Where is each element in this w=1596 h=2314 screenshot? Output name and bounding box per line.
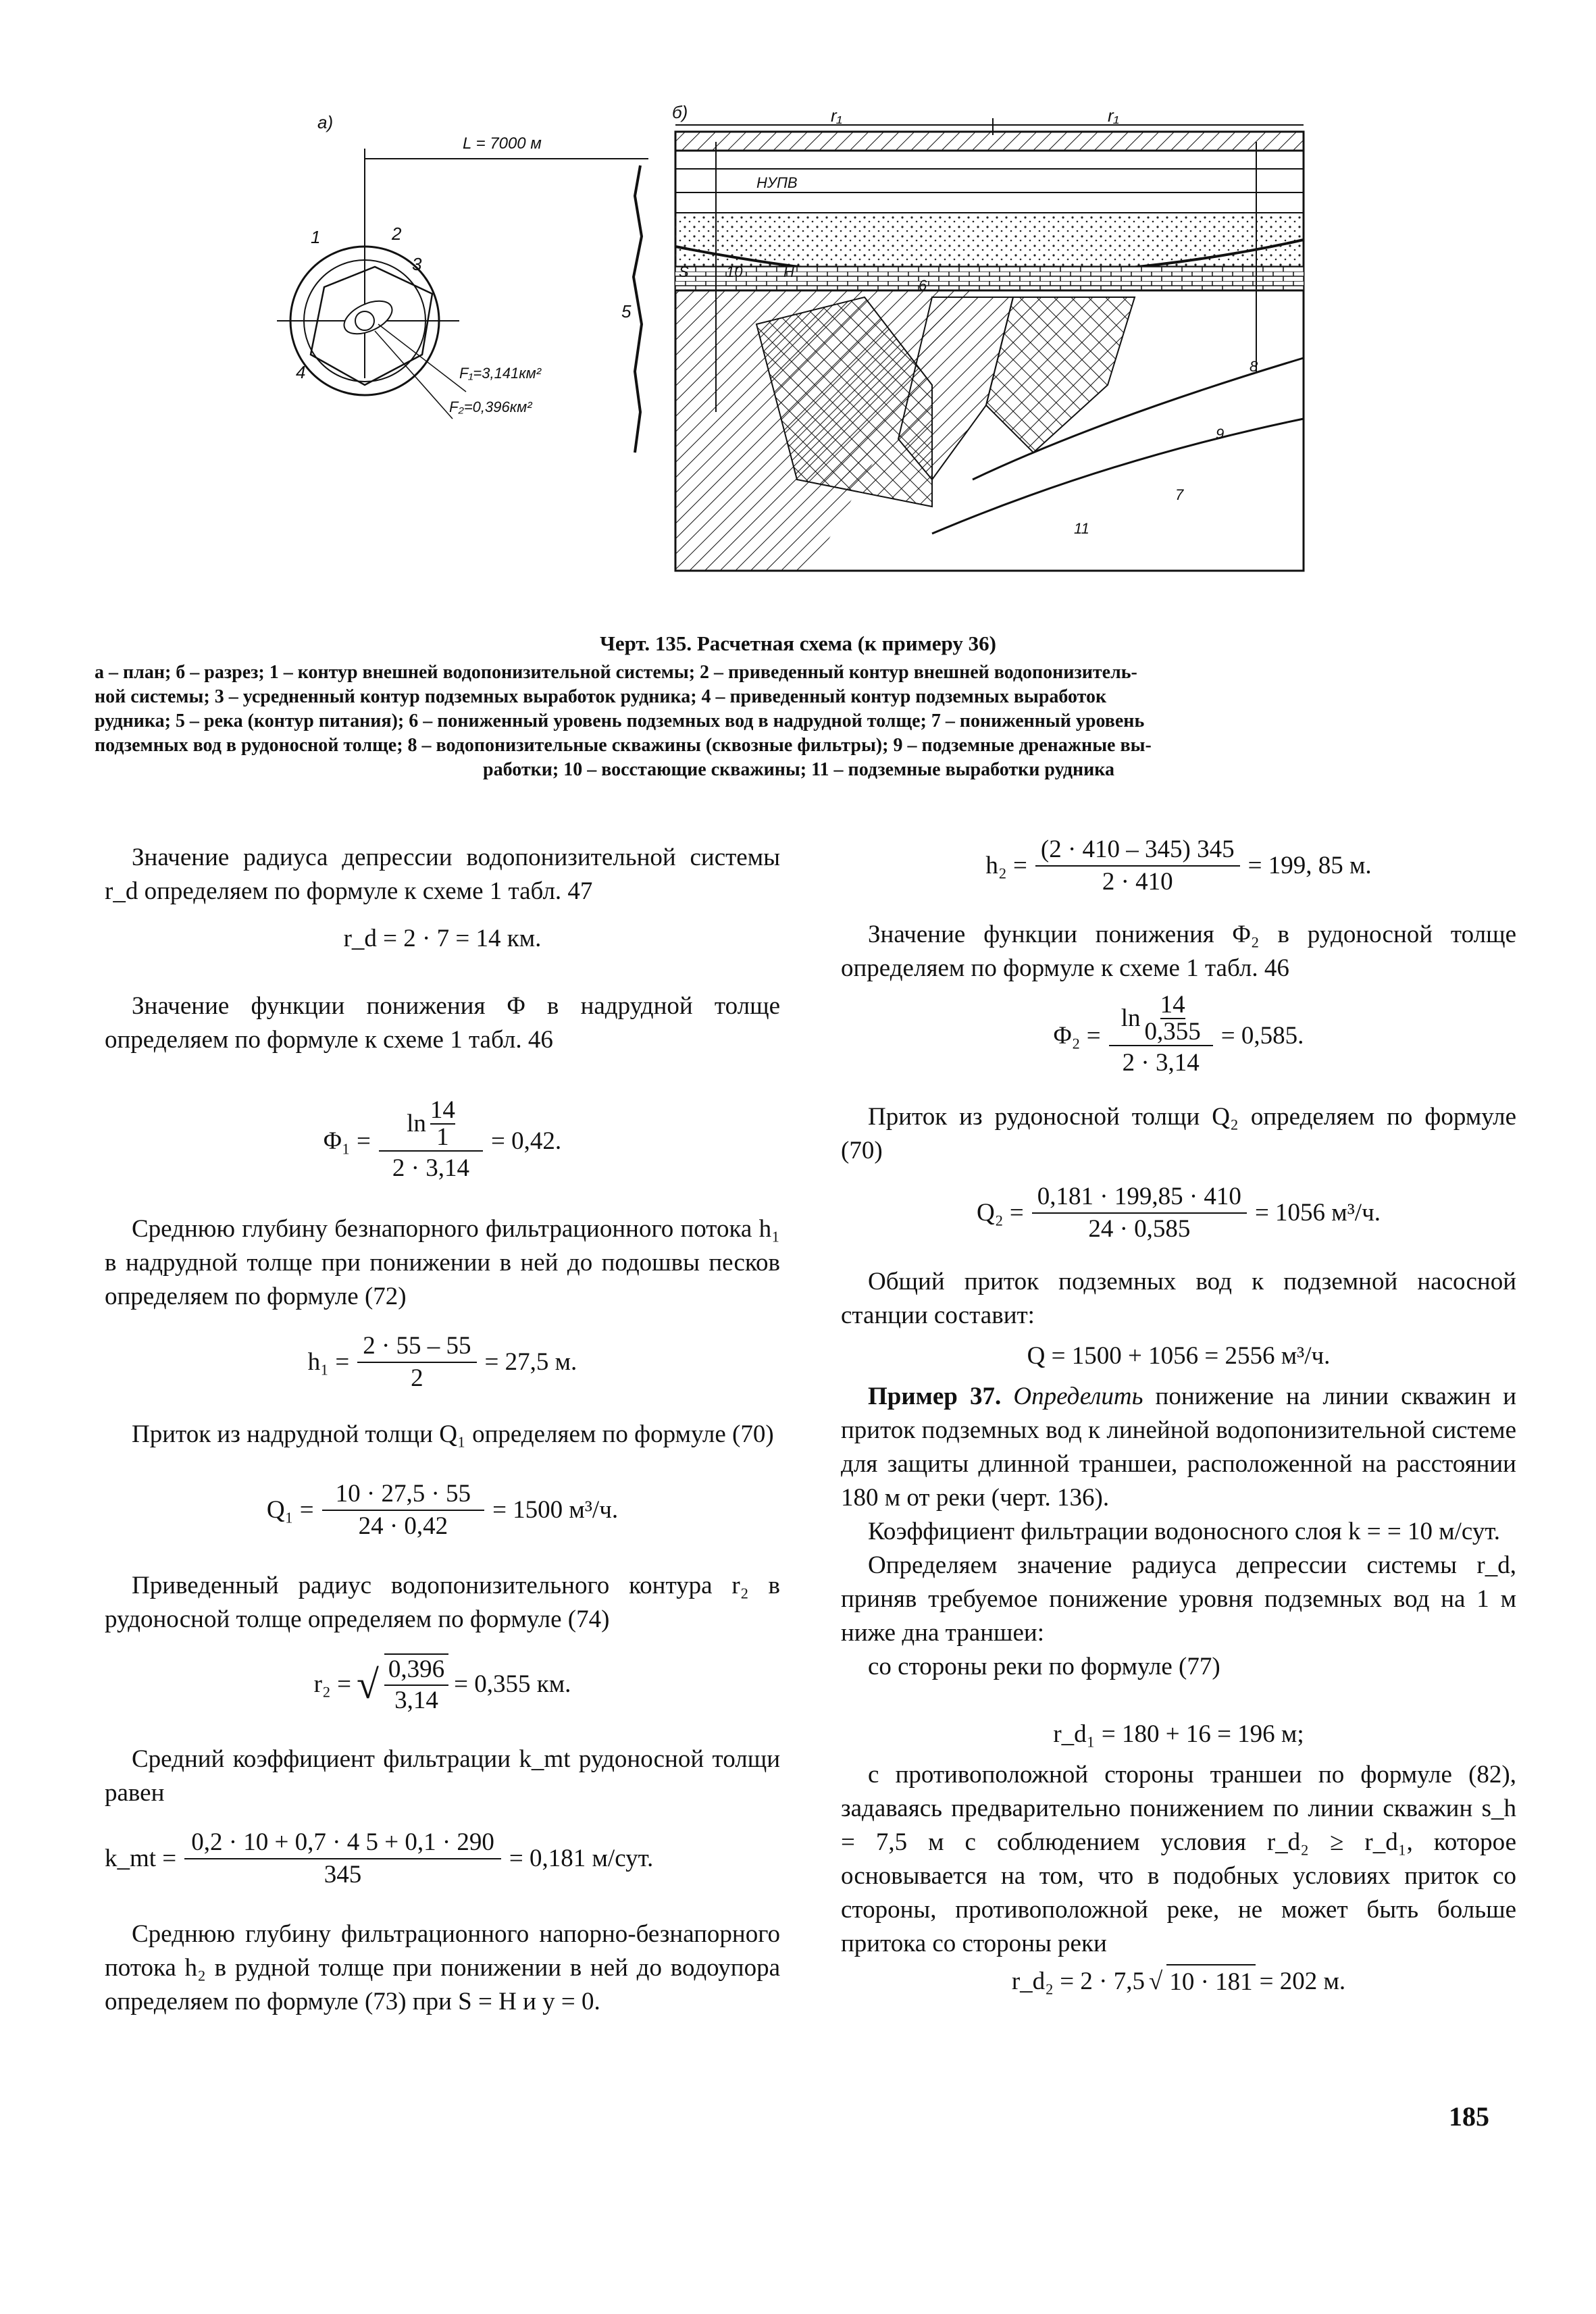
paragraph: Значение радиуса депрессии водопонизительной системы r_d определяем по формуле к схеме 1 табл. 47 — [105, 844, 780, 905]
formula-phi1: Φ₁ = ln 14 1 2 · 3,14 = 0,42. — [105, 1098, 780, 1185]
formula-h2: h₂ = $\frac{(2 \cdot 410 - 345) 345}{2 \cdot 410}$ = 199, 85 м. — [985, 835, 1372, 896]
label-b: б) — [672, 102, 688, 122]
label-H: H — [783, 263, 794, 280]
label-r1-right: r₁ — [1108, 105, 1119, 126]
left-column — [105, 841, 780, 2019]
page-number: 185 — [1449, 2101, 1489, 2132]
label-4: 4 — [296, 362, 306, 382]
label-r1-left: r₁ — [831, 105, 842, 126]
label-a: а) — [317, 112, 334, 132]
formula-rd1: r_d₁ = 180 + 16 = 196 м; — [1053, 1720, 1304, 1748]
label-3: 3 — [412, 254, 422, 274]
label-6: 6 — [919, 277, 927, 294]
caption-line: рудника; 5 – река (контур питания); 6 – пониженный уровень подземных вод в надрудной толще; 7 – пониженный уровень — [95, 711, 1145, 731]
paragraph: с противоположной стороны траншеи по формуле (82), задаваясь предварительно понижением по линии скважин s_h = 7,5 м с соблюдением условия r_d₂ ≥ r_d₁, которое основывается на том, что в подобных условиях приток со стороны, противоположной реке, не может быть больше притока со стороны реки — [841, 1761, 1516, 1957]
formula-phi2: Φ₂ = ln 14 0,355 2 · 3,14 = 0,585. — [841, 992, 1516, 1080]
formula-Q1: Q₁ = $\frac{10 \cdot 27,5 \cdot 55}{24 \cdot 0,42}$ = 1500 м³/ч. — [266, 1480, 619, 1540]
paragraph: Среднюю глубину безнапорного фильтрационного потока h₁ в надрудной толще при понижении в ней до подошвы песков определяем по формуле (72) — [105, 1215, 780, 1310]
figure-caption-title: Черт. 135. Расчетная схема (к примеру 36) — [600, 632, 996, 655]
label-S: S — [679, 263, 689, 280]
label-5: 5 — [621, 301, 632, 322]
label-F1: F₁=3,141км² — [459, 365, 542, 382]
caption-line: подземных вод в рудоносной толще; 8 – водопонизительные скважины (сквозные фильтры); 9 – подземные дренажные вы- — [95, 735, 1152, 756]
label-11: 11 — [1074, 520, 1089, 537]
paragraph: Приведенный радиус водопонизительного контура r₂ в рудоносной толще определяем по формуле (74) — [105, 1572, 780, 1633]
label-nupv: НУПВ — [756, 174, 798, 191]
paragraph: Коэффициент фильтрации водоносного слоя k = = 10 м/сут. — [868, 1518, 1501, 1545]
label-10: 10 — [726, 263, 743, 280]
label-9: 9 — [1216, 426, 1225, 442]
paragraph: Приток из рудоносной толщи Q₂ определяем по формуле (70) — [841, 1103, 1516, 1164]
formula-rd2: r_d₂ = 2 · 7,5 √ 10 · 181 = 202 м. — [841, 1964, 1516, 1999]
caption-line: а – план; б – разрез; 1 – контур внешней водопонизительной системы; 2 – приведенный контур внешней водопонизитель- — [95, 662, 1137, 683]
formula-h1: h₁ = $\frac{2 \cdot 55 - 55}{2}$ = 27,5 м. — [307, 1332, 577, 1392]
paragraph: Определяем значение радиуса депрессии системы r_d, приняв требуемое понижение уровня подземных вод на 1 м ниже дна траншеи: — [841, 1551, 1516, 1647]
label-F2: F₂=0,396км² — [449, 398, 532, 415]
paragraph: Общий приток подземных вод к подземной насосной станции составит: — [841, 1268, 1516, 1329]
paragraph: Значение функции понижения Φ₂ в рудоносной толще определяем по формуле к схеме 1 табл. 46 — [841, 921, 1516, 982]
paragraph: со стороны реки по формуле (77) — [868, 1653, 1220, 1680]
paragraph: Приток из надрудной толщи Q₁ определяем по формуле (70) — [132, 1420, 774, 1448]
paragraph: Среднюю глубину фильтрационного напорно-безнапорного потока h₂ в рудной толще при понижении в ней до водоупора определяем по формуле (73) при S = H и y = 0. — [105, 1920, 780, 2015]
formula-Q: Q = 1500 + 1056 = 2556 м³/ч. — [1027, 1342, 1331, 1370]
label-2: 2 — [392, 224, 402, 244]
caption-line: работки; 10 – восстающие скважины; 11 – подземные выработки рудника — [483, 759, 1114, 780]
formula-Q2: Q₂ = $\frac{0,181 \cdot 199,85 \cdot 410}{24 \cdot 0,585}$ = 1056 м³/ч. — [977, 1183, 1381, 1243]
label-8: 8 — [1250, 358, 1258, 375]
formula-rd: r_d = 2 · 7 = 14 км. — [343, 925, 542, 952]
caption-line: ной системы; 3 – усредненный контур подземных выработок рудника; 4 – приведенный контур подземных выработок — [95, 686, 1107, 707]
label-1: 1 — [311, 227, 321, 247]
formula-kmt: k_mt = $\frac{0,2 \cdot 10 + 0,7 \cdot 4 5 + 0,1 \cdot 290}{345}$ = 0,181 м/сут. — [105, 1828, 654, 1888]
figure-caption-legend — [95, 661, 1503, 782]
label-L: L = 7000 м — [463, 134, 542, 153]
example-37-intro: Пример 37. Определить понижение на линии скважин и приток подземных вод к линейной водопонизительной системе для защиты длинной траншеи, расположенной на расстоянии 180 м от реки (черт. 136). — [841, 1383, 1517, 1512]
figure-drawing — [257, 101, 1310, 601]
figure-135 — [257, 101, 1310, 601]
label-7: 7 — [1175, 486, 1184, 503]
right-column — [841, 834, 1516, 2003]
paragraph: Средний коэффициент фильтрации k_mt рудоносной толщи равен — [105, 1745, 780, 1807]
paragraph: Значение функции понижения Φ в надрудной толще определяем по формуле к схеме 1 табл. 46 — [105, 992, 780, 1054]
formula-r2: r₂ = √ $\frac{0,396}{3,14}$ = 0,355 км. — [105, 1653, 780, 1716]
